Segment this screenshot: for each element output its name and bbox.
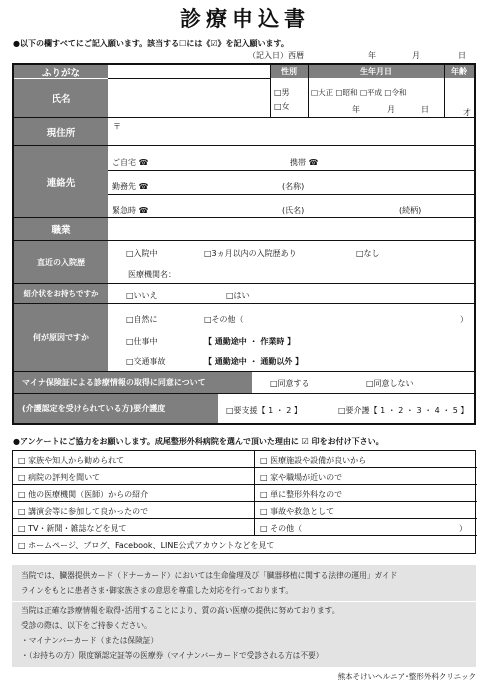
within-3-months-checkbox[interactable]: □3ヵ月以内の入院歴あり	[204, 249, 297, 258]
gender-female-checkbox[interactable]: □女	[274, 102, 290, 111]
survey-other-close: ）	[459, 524, 467, 533]
cause-at-work-checkbox[interactable]: □仕事中	[126, 337, 158, 346]
furigana-label: ふりがな	[14, 65, 108, 78]
survey-option-orthopedics[interactable]: □ 単に整形外科なので	[260, 490, 343, 499]
mobile-phone-label: 携帯 ☎	[290, 158, 319, 167]
age-header: 年齢	[444, 65, 474, 78]
entry-date-year: 年	[368, 51, 376, 60]
survey-option-nearby[interactable]: □ 家や職場が近いので	[260, 473, 343, 482]
address-label: 現住所	[14, 118, 108, 145]
notice-line-6: ・（お持ちの方）限度額認定証等の医療券（マイナンバーカードで受診される方は不要）	[21, 651, 324, 660]
cause-at-work-options: 【 通勤途中 ・ 作業時 】	[204, 337, 296, 346]
birthdate-header: 生年月日	[308, 65, 444, 78]
gender-header: 性別	[270, 65, 308, 78]
gender-male-checkbox[interactable]: □男	[274, 88, 290, 97]
name-label: 氏名	[14, 79, 108, 117]
instructions: ●以下の欄すべてにご記入願います。該当する☐には《☑》を記入願います。	[13, 39, 289, 48]
age-unit: 才	[463, 108, 471, 117]
emergency-name-label: (氏名)	[282, 206, 305, 215]
cause-natural-checkbox[interactable]: □自然に	[126, 315, 158, 324]
referral-label: 紹介状をお持ちですか	[14, 284, 108, 303]
no-hospitalization-checkbox[interactable]: □なし	[356, 249, 380, 258]
cause-label: 何が原因ですか	[14, 304, 108, 371]
consent-disagree-checkbox[interactable]: □同意しない	[366, 379, 414, 388]
survey-option-family[interactable]: □ 家族や知人から勧められて	[18, 456, 125, 465]
mynumber-consent-label: マイナ保険証による診療情報の取得に同意について	[14, 372, 252, 393]
birth-year-unit: 年	[352, 105, 360, 114]
survey-option-media[interactable]: □ TV・新聞・雑誌などを見て	[18, 524, 127, 533]
notice-line-5: ・マイナンバーカード（または保険証）	[21, 636, 159, 645]
birth-month-unit: 月	[387, 105, 395, 114]
entry-date-day: 日	[458, 51, 466, 60]
notice-box	[12, 565, 476, 667]
recent-hospitalization-label: 直近の入院歴	[14, 241, 108, 283]
cause-other-checkbox[interactable]: □その他（	[204, 315, 244, 324]
notice-line-3: 当院は正確な診療情報を取得･活用することにより、質の高い医療の提供に努めております。	[21, 606, 340, 615]
survey-title: ●アンケートにご協力をお願いします。成尾整形外科病院を選んで頂いた理由に ☑ 印をお付け下さい。	[13, 437, 384, 446]
notice-line-2: ラインをもとに患者さま･御家族さまの意思を尊重した対応を行っております。	[21, 586, 294, 595]
work-name-label: (名称)	[282, 182, 305, 191]
inpatient-checkbox[interactable]: □入院中	[126, 249, 158, 258]
consent-agree-checkbox[interactable]: □同意する	[270, 379, 310, 388]
cause-other-close: ）	[460, 315, 468, 324]
work-phone-label: 勤務先 ☎	[112, 182, 149, 191]
application-form	[12, 63, 476, 425]
cause-traffic-checkbox[interactable]: □交通事故	[126, 357, 166, 366]
notice-line-4: 受診の際は、以下をご持参ください。	[21, 621, 152, 630]
referral-no-checkbox[interactable]: □いいえ	[126, 291, 158, 300]
hospital-name-label: 医療機関名：	[128, 270, 176, 279]
home-phone-label: ご自宅 ☎	[112, 158, 149, 167]
care-support-checkbox[interactable]: □要支援【 1 ・ 2 】	[226, 406, 302, 415]
page-title: 診療申込書	[180, 7, 310, 31]
referral-yes-checkbox[interactable]: □はい	[226, 291, 250, 300]
survey-option-facilities[interactable]: □ 医療施設や設備が良いから	[260, 456, 367, 465]
survey-option-referral[interactable]: □ 他の医療機関（医師）からの紹介	[18, 490, 149, 499]
survey-option-reputation[interactable]: □ 病院の評判を聞いて	[18, 473, 101, 482]
birth-day-unit: 日	[421, 105, 429, 114]
survey-option-emergency[interactable]: □ 事故や救急として	[260, 507, 335, 516]
contact-label: 連絡先	[14, 146, 108, 217]
survey-option-other[interactable]: □ その他（	[260, 524, 303, 533]
emergency-phone-label: 緊急時 ☎	[112, 206, 149, 215]
entry-date-label: （記入日）西暦	[248, 51, 304, 60]
clinic-name: 熊本そけいヘルニア･整形外科クリニック	[337, 672, 476, 681]
cause-traffic-options: 【 通勤途中 ・ 通勤以外 】	[204, 357, 304, 366]
relation-label: (続柄)	[399, 206, 422, 215]
survey-table	[12, 450, 476, 554]
entry-date-month: 月	[412, 51, 420, 60]
survey-option-web[interactable]: □ ホームページ、ブログ、Facebook、LINE公式アカウントなどを見て	[18, 541, 275, 550]
occupation-label: 職業	[14, 218, 108, 240]
era-checkboxes[interactable]: □大正 □昭和 □平成 □令和	[311, 88, 407, 97]
care-level-checkbox[interactable]: □要介護【 1 ・ 2 ・ 3 ・ 4 ・ 5 】	[338, 406, 469, 415]
survey-option-lecture[interactable]: □ 講演会等に参加して良かったので	[18, 507, 149, 516]
notice-line-1: 当院では、臓器提供カード（ドナーカード）においては生命倫理及び「臓器移植に関する法律の運用」ガイド	[21, 571, 398, 580]
care-level-label: (介護認定を受けられている方)要介護度	[14, 394, 218, 423]
postal-mark: 〒	[113, 122, 121, 131]
